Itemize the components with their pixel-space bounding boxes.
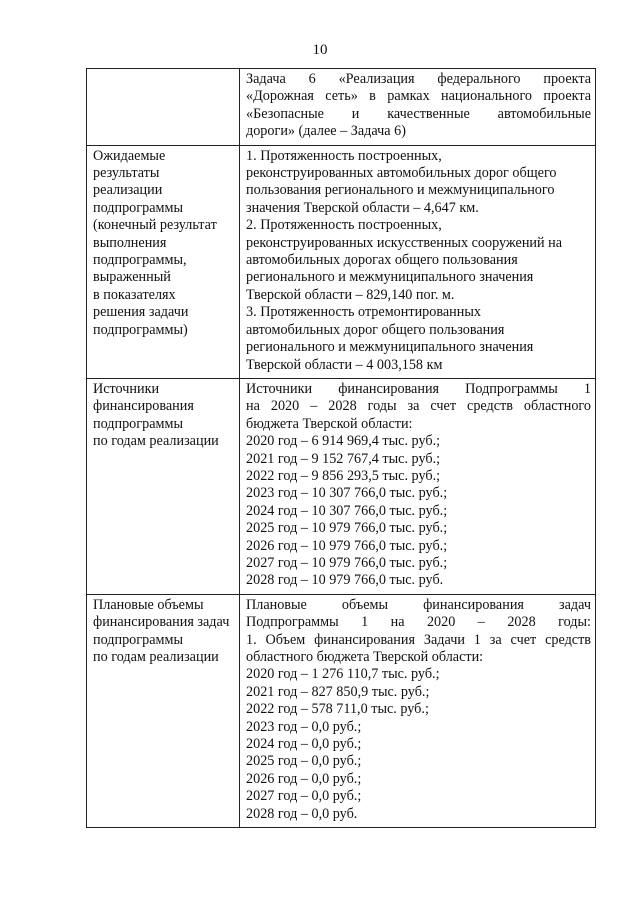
text-line: Подпрограммы 1 на 2020 – 2028 годы: — [246, 614, 591, 631]
text-line: значения Тверской области – 4,647 км. — [246, 199, 479, 216]
text-line: 2026 год – 0,0 руб.; — [246, 770, 362, 787]
plain-lines — [246, 649, 591, 823]
text-line: подпрограммы, — [93, 252, 187, 269]
text-line: 2022 год – 578 711,0 тыс. руб.; — [246, 701, 429, 718]
row-content-cell — [240, 378, 596, 594]
text-line: 2021 год – 827 850,9 тыс. руб.; — [246, 683, 430, 700]
text-line: 2025 год – 10 979 766,0 тыс. руб.; — [246, 520, 448, 537]
text-line: автомобильных дорогах общего пользования — [246, 252, 518, 269]
text-line: 2024 год – 10 307 766,0 тыс. руб.; — [246, 502, 448, 519]
text-line: подпрограммы — [93, 415, 183, 432]
text-line: «Безопасные и качественные автомобильные — [246, 105, 591, 122]
text-line: по годам реализации — [93, 433, 219, 450]
text-line: подпрограммы — [93, 631, 183, 648]
row-content-cell — [240, 145, 596, 378]
text-line: 2023 год – 0,0 руб.; — [246, 718, 362, 735]
text-line: по годам реализации — [93, 649, 219, 665]
plain-lines — [246, 416, 591, 590]
page-number: 10 — [312, 42, 328, 58]
text-line: Тверской области – 4 003,158 км — [246, 356, 443, 373]
text-line: пользования регионального и межмуниципального — [246, 182, 555, 199]
table-row-funding-sources — [87, 378, 596, 594]
text-line: 2025 год – 0,0 руб.; — [246, 753, 362, 770]
text-line: Ожидаемые — [93, 147, 166, 164]
text-line: финансирования — [93, 398, 194, 415]
text-line: финансирования задач — [93, 614, 230, 631]
text-line: Задача 6 «Реализация федерального проекта — [246, 71, 591, 87]
plain-lines — [246, 123, 591, 140]
text-line: бюджета Тверской области: — [246, 415, 413, 432]
text-line: реконструированных автомобильных дорог общего — [246, 165, 557, 182]
text-line: регионального и межмуниципального значения — [246, 269, 534, 286]
text-line: 1. Объем финансирования Задачи 1 за счет средств — [246, 631, 591, 648]
plain-lines — [246, 148, 591, 374]
text-line: результаты — [93, 165, 160, 182]
text-line: 1. Протяженность построенных, — [246, 147, 442, 164]
text-line: 2021 год – 9 152 767,4 тыс. руб.; — [246, 450, 441, 467]
text-line: выполнения — [93, 234, 167, 251]
row-content-cell — [240, 594, 596, 827]
text-line: Тверской области – 829,140 пог. м. — [246, 286, 455, 303]
text-line: в показателях — [93, 286, 176, 303]
justified-lines — [246, 71, 591, 123]
row-content-cell — [240, 69, 596, 146]
text-line: 2026 год – 10 979 766,0 тыс. руб.; — [246, 537, 448, 554]
text-line: реализации — [93, 182, 163, 199]
text-line: 2028 год – 10 979 766,0 тыс. руб. — [246, 572, 444, 589]
justified-lines — [246, 597, 591, 649]
table-row-planned-volumes — [87, 594, 596, 827]
text-line: Источники — [93, 380, 160, 397]
row-label-cell — [87, 69, 240, 146]
row-label-cell — [87, 594, 240, 827]
text-line: решения задачи — [93, 304, 189, 321]
text-line: выраженный — [93, 269, 171, 286]
text-line: 2023 год – 10 307 766,0 тыс. руб.; — [246, 485, 448, 502]
row-label-cell — [87, 145, 240, 378]
text-line: реконструированных искусственных сооружений на — [246, 234, 563, 251]
text-line: 2020 год – 1 276 110,7 тыс. руб.; — [246, 666, 440, 683]
justified-lines — [246, 381, 591, 416]
text-line: Плановые объемы — [93, 596, 204, 613]
text-line: 3. Протяженность отремонтированных — [246, 304, 481, 321]
text-line: «Дорожная сеть» в рамках национального проекта — [246, 88, 591, 105]
text-line: автомобильных дорог общего пользования — [246, 321, 505, 338]
text-line: подпрограммы) — [93, 321, 188, 338]
text-line: Плановые объемы финансирования задач — [246, 596, 591, 613]
text-line: областного бюджета Тверской области: — [246, 649, 484, 665]
text-line: подпрограммы — [93, 199, 183, 216]
text-line: на 2020 – 2028 годы за счет средств областного — [246, 398, 591, 415]
text-line: (конечный результат — [93, 217, 217, 234]
text-line: Источники финансирования Подпрограммы 1 — [246, 380, 591, 397]
text-line: 2. Протяженность построенных, — [246, 217, 442, 234]
passport-table — [86, 68, 596, 828]
text-line: 2028 год – 0,0 руб. — [246, 805, 358, 822]
text-line: регионального и межмуниципального значения — [246, 339, 534, 356]
text-line: дороги» (далее – Задача 6) — [246, 123, 406, 140]
text-line: 2022 год – 9 856 293,5 тыс. руб.; — [246, 467, 441, 484]
text-line: 2024 год – 0,0 руб.; — [246, 736, 362, 753]
text-line: 2027 год – 0,0 руб.; — [246, 788, 362, 805]
text-line: 2020 год – 6 914 969,4 тыс. руб.; — [246, 433, 441, 450]
text-line: 2027 год – 10 979 766,0 тыс. руб.; — [246, 554, 448, 571]
row-label-cell — [87, 378, 240, 594]
table-row-task6 — [87, 69, 596, 146]
table-row-expected-results — [87, 145, 596, 378]
